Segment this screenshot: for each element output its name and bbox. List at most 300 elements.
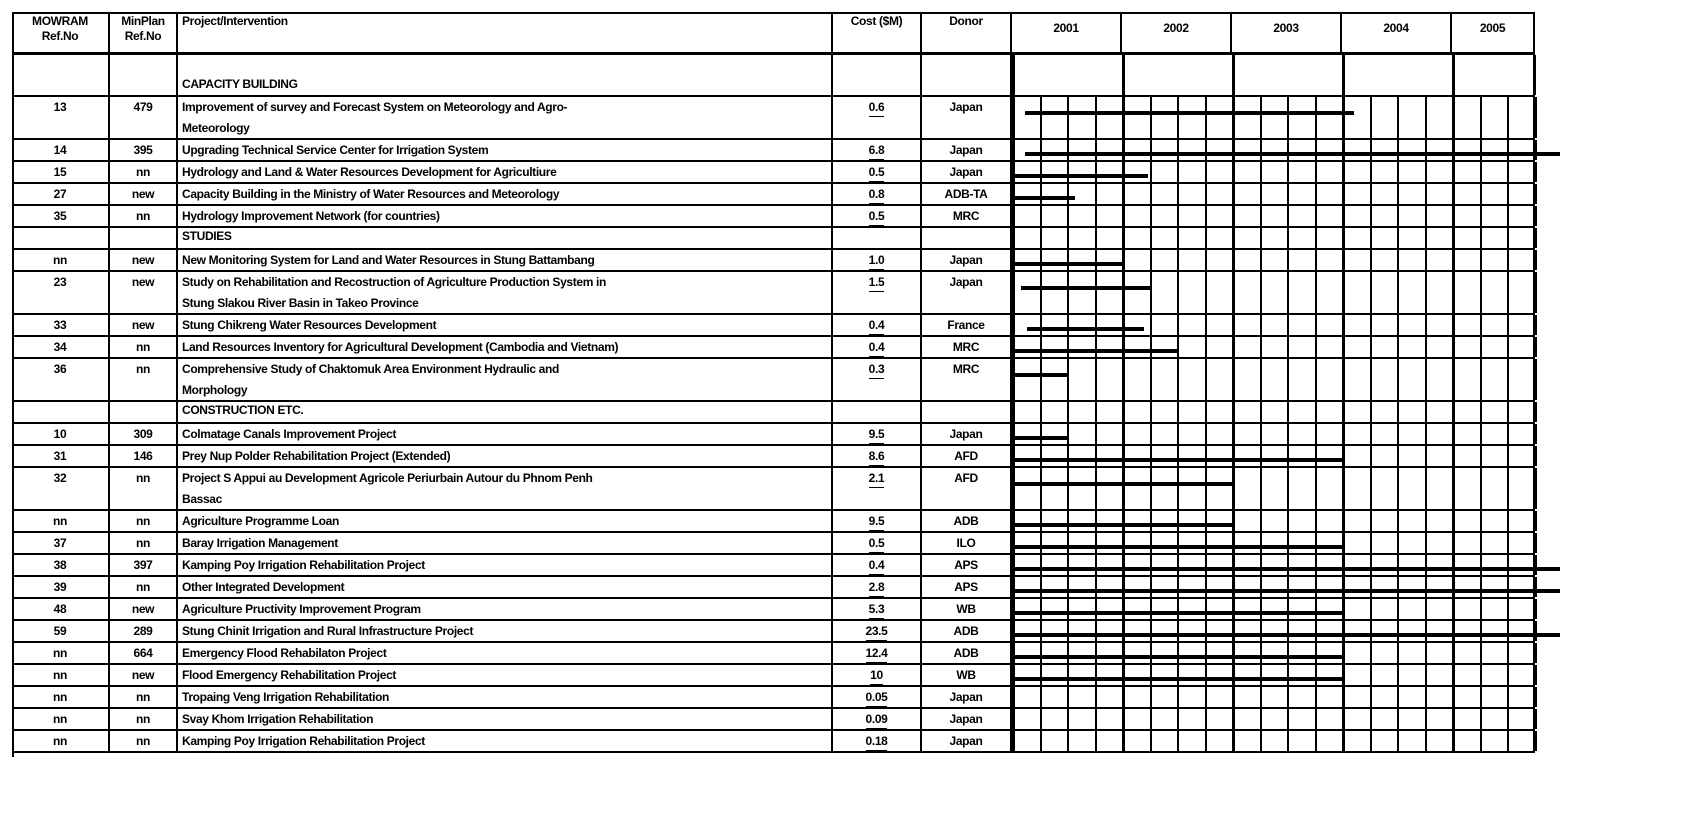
minplan-ref: nn (136, 580, 150, 594)
quarter-gridline (1260, 162, 1262, 182)
quarter-gridline (1260, 533, 1262, 553)
quarter-gridline (1480, 555, 1482, 575)
project-cell (178, 315, 833, 335)
quarter-gridline (1315, 250, 1317, 270)
cost-cell (833, 731, 922, 751)
cost-value: 2.1 (869, 469, 885, 488)
schedule-bar (1012, 677, 1342, 681)
mowram-ref: 32 (53, 471, 67, 485)
donor-name: Japan (949, 712, 983, 726)
header-year-2004 (1342, 12, 1452, 52)
mowram-ref-cell (12, 511, 110, 531)
project-name-line: Colmatage Canals Improvement Project (182, 427, 397, 441)
year-gridline (1122, 315, 1125, 335)
year-gridline (1452, 533, 1455, 553)
mowram-ref: nn (53, 253, 67, 267)
year-gridline (1122, 731, 1125, 751)
mowram-ref-cell (12, 533, 110, 553)
table-row (12, 315, 1535, 337)
quarter-gridline (1480, 599, 1482, 619)
quarter-gridline (1480, 511, 1482, 531)
quarter-gridline (1095, 315, 1097, 335)
year-gridline (1012, 228, 1015, 248)
section-label: STUDIES (182, 229, 232, 243)
quarter-gridline (1315, 402, 1317, 422)
quarter-gridline (1287, 731, 1289, 751)
quarter-gridline (1095, 555, 1097, 575)
quarter-gridline (1315, 97, 1317, 138)
quarter-gridline (1370, 250, 1372, 270)
minplan-ref-cell (110, 359, 178, 400)
year-gridline (1012, 687, 1015, 707)
project-cell (178, 621, 833, 641)
project-cell (178, 643, 833, 663)
minplan-ref-cell (110, 665, 178, 685)
year-gridline (1342, 359, 1345, 400)
quarter-gridline (1425, 140, 1427, 160)
quarter-gridline (1370, 162, 1372, 182)
quarter-gridline (1425, 577, 1427, 597)
year-gridline (1012, 315, 1015, 335)
year-gridline (1122, 424, 1125, 444)
donor-name: Japan (949, 734, 983, 748)
quarter-gridline (1315, 621, 1317, 641)
year-gridline (1342, 250, 1345, 270)
quarter-gridline (1480, 577, 1482, 597)
year-gridline (1012, 533, 1015, 553)
year-gridline (1122, 162, 1125, 182)
donor-name: Japan (949, 275, 983, 289)
mowram-ref: 14 (53, 143, 67, 157)
quarter-gridline (1287, 315, 1289, 335)
year-gridline (1012, 250, 1015, 270)
quarter-gridline (1150, 228, 1152, 248)
header-minplan-line1: MinPlan (121, 14, 165, 28)
quarter-gridline (1287, 402, 1289, 422)
quarter-gridline (1370, 206, 1372, 226)
minplan-ref: new (131, 602, 155, 616)
quarter-gridline (1370, 272, 1372, 313)
quarter-gridline (1315, 359, 1317, 400)
donor-cell (922, 206, 1012, 226)
empty-cell (922, 228, 1012, 248)
quarter-gridline (1480, 731, 1482, 751)
donor-cell (922, 643, 1012, 663)
quarter-gridline (1040, 511, 1042, 531)
quarter-gridline (1315, 206, 1317, 226)
quarter-gridline (1095, 228, 1097, 248)
quarter-gridline (1425, 250, 1427, 270)
year-gridline (1342, 140, 1345, 160)
table-row (12, 709, 1535, 731)
quarter-gridline (1177, 250, 1179, 270)
donor-cell (922, 533, 1012, 553)
mowram-ref: 39 (53, 580, 67, 594)
donor-name: APS (954, 558, 978, 572)
quarter-gridline (1067, 424, 1069, 444)
quarter-gridline (1095, 359, 1097, 400)
quarter-gridline (1315, 228, 1317, 248)
minplan-ref-cell (110, 709, 178, 729)
cost-value: 0.09 (866, 710, 888, 729)
quarter-gridline (1150, 206, 1152, 226)
minplan-ref: new (131, 275, 155, 289)
minplan-ref: nn (136, 514, 150, 528)
mowram-ref: 31 (53, 449, 67, 463)
donor-cell (922, 621, 1012, 641)
cost-value: 0.3 (869, 360, 885, 379)
quarter-gridline (1040, 402, 1042, 422)
donor-cell (922, 687, 1012, 707)
schedule-bar (1012, 458, 1342, 462)
section-label: CAPACITY BUILDING (182, 77, 298, 91)
quarter-gridline (1425, 511, 1427, 531)
year-gridline (1012, 97, 1015, 138)
year-gridline (1012, 731, 1015, 751)
year-gridline (1342, 665, 1345, 685)
quarter-gridline (1425, 621, 1427, 641)
cost-value: 0.5 (869, 163, 885, 182)
quarter-gridline (1067, 643, 1069, 663)
quarter-gridline (1040, 337, 1042, 357)
quarter-gridline (1507, 665, 1509, 685)
year-gridline (1012, 337, 1015, 357)
quarter-gridline (1177, 621, 1179, 641)
project-cell (178, 446, 833, 466)
year-gridline (1452, 731, 1455, 751)
quarter-gridline (1150, 424, 1152, 444)
project-cell (178, 533, 833, 553)
mowram-ref-cell (12, 337, 110, 357)
year-gridline (1232, 643, 1235, 663)
quarter-gridline (1067, 140, 1069, 160)
cost-cell (833, 250, 922, 270)
donor-name: ILO (956, 536, 976, 550)
quarter-gridline (1287, 424, 1289, 444)
quarter-gridline (1370, 511, 1372, 531)
year-gridline (1012, 272, 1015, 313)
quarter-gridline (1507, 599, 1509, 619)
empty-cell (833, 55, 922, 95)
minplan-ref: 479 (133, 100, 153, 114)
quarter-gridline (1040, 206, 1042, 226)
year-gridline (1232, 402, 1235, 422)
quarter-gridline (1315, 140, 1317, 160)
year-gridline (1452, 555, 1455, 575)
donor-cell (922, 446, 1012, 466)
mowram-ref-cell (12, 446, 110, 466)
project-cell (178, 140, 833, 160)
quarter-gridline (1260, 315, 1262, 335)
quarter-gridline (1287, 709, 1289, 729)
quarter-gridline (1150, 621, 1152, 641)
project-cell (178, 665, 833, 685)
year-gridline (1452, 250, 1455, 270)
quarter-gridline (1205, 577, 1207, 597)
quarter-gridline (1507, 337, 1509, 357)
minplan-ref-cell (110, 555, 178, 575)
mowram-ref: nn (53, 712, 67, 726)
empty-cell (110, 55, 178, 95)
quarter-gridline (1150, 599, 1152, 619)
quarter-gridline (1067, 184, 1069, 204)
year-gridline (1012, 511, 1015, 531)
quarter-gridline (1150, 468, 1152, 509)
quarter-gridline (1095, 577, 1097, 597)
quarter-gridline (1425, 687, 1427, 707)
quarter-gridline (1425, 643, 1427, 663)
cost-value: 9.5 (869, 425, 885, 444)
donor-name: MRC (952, 340, 980, 354)
quarter-gridline (1287, 337, 1289, 357)
year-gridline (1012, 709, 1015, 729)
donor-name: ADB (953, 624, 979, 638)
project-cell (178, 184, 833, 204)
mowram-ref-cell (12, 643, 110, 663)
quarter-gridline (1287, 228, 1289, 248)
year-gridline (1452, 184, 1455, 204)
quarter-gridline (1287, 665, 1289, 685)
mowram-ref-cell (12, 621, 110, 641)
year-gridline (1122, 511, 1125, 531)
year-gridline (1232, 665, 1235, 685)
quarter-gridline (1040, 162, 1042, 182)
cost-cell (833, 337, 922, 357)
table-right-edge (1533, 555, 1536, 575)
year-gridline (1452, 687, 1455, 707)
table-row (12, 643, 1535, 665)
year-gridline (1452, 446, 1455, 466)
table-right-edge (1533, 162, 1536, 182)
quarter-gridline (1177, 162, 1179, 182)
quarter-gridline (1397, 424, 1399, 444)
quarter-gridline (1040, 228, 1042, 248)
year-gridline (1232, 446, 1235, 466)
mowram-ref-cell (12, 162, 110, 182)
quarter-gridline (1177, 533, 1179, 553)
cost-value: 0.5 (869, 207, 885, 226)
quarter-gridline (1150, 555, 1152, 575)
quarter-gridline (1507, 643, 1509, 663)
cost-cell (833, 555, 922, 575)
cost-cell (833, 533, 922, 553)
header-project (178, 12, 833, 52)
quarter-gridline (1067, 533, 1069, 553)
minplan-ref-cell (110, 599, 178, 619)
quarter-gridline (1150, 140, 1152, 160)
year-gridline (1452, 55, 1455, 95)
quarter-gridline (1370, 599, 1372, 619)
quarter-gridline (1205, 337, 1207, 357)
quarter-gridline (1480, 162, 1482, 182)
quarter-gridline (1370, 359, 1372, 400)
year-gridline (1122, 250, 1125, 270)
quarter-gridline (1370, 97, 1372, 138)
schedule-bar (1012, 589, 1560, 593)
quarter-gridline (1425, 337, 1427, 357)
quarter-gridline (1205, 446, 1207, 466)
donor-cell (922, 359, 1012, 400)
mowram-ref-cell (12, 709, 110, 729)
quarter-gridline (1370, 228, 1372, 248)
year-gridline (1342, 555, 1345, 575)
empty-cell (12, 55, 110, 95)
project-name-line: Hydrology Improvement Network (for countries) (182, 209, 440, 223)
quarter-gridline (1480, 665, 1482, 685)
donor-cell (922, 731, 1012, 751)
quarter-gridline (1287, 555, 1289, 575)
quarter-gridline (1067, 599, 1069, 619)
quarter-gridline (1177, 315, 1179, 335)
quarter-gridline (1287, 468, 1289, 509)
table-right-edge (1533, 272, 1536, 313)
donor-name: Japan (949, 690, 983, 704)
quarter-gridline (1425, 424, 1427, 444)
minplan-ref-cell (110, 140, 178, 160)
mowram-ref-cell (12, 424, 110, 444)
year-label: 2002 (1163, 21, 1189, 35)
donor-name: Japan (949, 165, 983, 179)
quarter-gridline (1150, 731, 1152, 751)
schedule-bar (1012, 262, 1122, 266)
quarter-gridline (1177, 446, 1179, 466)
mowram-ref-cell (12, 272, 110, 313)
quarter-gridline (1177, 555, 1179, 575)
year-gridline (1452, 272, 1455, 313)
minplan-ref: 397 (133, 558, 153, 572)
quarter-gridline (1425, 272, 1427, 313)
table-row (12, 162, 1535, 184)
section-row (12, 402, 1535, 424)
table-row (12, 424, 1535, 446)
quarter-gridline (1067, 468, 1069, 509)
quarter-gridline (1260, 599, 1262, 619)
header-year-2005 (1452, 12, 1535, 52)
year-gridline (1232, 511, 1235, 531)
table-right-edge (1533, 687, 1536, 707)
year-label: 2003 (1273, 21, 1299, 35)
minplan-ref-cell (110, 731, 178, 751)
project-name-line: Capacity Building in the Ministry of Water Resources and Meteorology (182, 187, 560, 201)
quarter-gridline (1095, 184, 1097, 204)
table-right-edge (1533, 228, 1536, 248)
cost-cell (833, 359, 922, 400)
quarter-gridline (1150, 643, 1152, 663)
year-gridline (1232, 272, 1235, 313)
year-gridline (1232, 621, 1235, 641)
year-gridline (1122, 577, 1125, 597)
minplan-ref-cell (110, 468, 178, 509)
cost-value: 0.6 (869, 98, 885, 117)
minplan-ref: nn (136, 209, 150, 223)
quarter-gridline (1397, 228, 1399, 248)
empty-cell (833, 228, 922, 248)
quarter-gridline (1397, 140, 1399, 160)
quarter-gridline (1095, 140, 1097, 160)
quarter-gridline (1205, 184, 1207, 204)
quarter-gridline (1370, 337, 1372, 357)
quarter-gridline (1370, 687, 1372, 707)
header-year-2001 (1012, 12, 1122, 52)
empty-cell (833, 402, 922, 422)
quarter-gridline (1150, 446, 1152, 466)
quarter-gridline (1370, 709, 1372, 729)
year-gridline (1342, 468, 1345, 509)
mowram-ref: 36 (53, 362, 67, 376)
year-gridline (1012, 140, 1015, 160)
mowram-ref-cell (12, 315, 110, 335)
quarter-gridline (1260, 402, 1262, 422)
mowram-ref: 59 (53, 624, 67, 638)
quarter-gridline (1480, 337, 1482, 357)
quarter-gridline (1507, 511, 1509, 531)
table-row (12, 359, 1535, 402)
project-name-line: Agriculture Pructivity Improvement Program (182, 602, 421, 616)
project-name-line: Project S Appui au Development Agricole Periurbain Autour du Phnom Penh (182, 471, 593, 485)
quarter-gridline (1177, 140, 1179, 160)
donor-cell (922, 665, 1012, 685)
mowram-ref: 10 (53, 427, 67, 441)
table-right-edge (1533, 140, 1536, 160)
mowram-ref-cell (12, 599, 110, 619)
quarter-gridline (1397, 272, 1399, 313)
section-label-cell (178, 402, 833, 422)
project-cell (178, 731, 833, 751)
mowram-ref: 34 (53, 340, 67, 354)
quarter-gridline (1370, 315, 1372, 335)
donor-cell (922, 511, 1012, 531)
quarter-gridline (1287, 140, 1289, 160)
quarter-gridline (1425, 665, 1427, 685)
year-gridline (1232, 599, 1235, 619)
header-cost-label: Cost ($M) (850, 14, 903, 28)
year-gridline (1452, 577, 1455, 597)
table-row (12, 577, 1535, 599)
quarter-gridline (1095, 687, 1097, 707)
project-name-line: Morphology (182, 383, 248, 397)
donor-name: Japan (949, 143, 983, 157)
quarter-gridline (1177, 731, 1179, 751)
quarter-gridline (1287, 599, 1289, 619)
year-gridline (1232, 709, 1235, 729)
year-gridline (1342, 577, 1345, 597)
project-cell (178, 337, 833, 357)
cost-cell (833, 577, 922, 597)
quarter-gridline (1507, 359, 1509, 400)
mowram-ref-cell (12, 140, 110, 160)
schedule-bar (1012, 567, 1560, 571)
quarter-gridline (1177, 709, 1179, 729)
quarter-gridline (1260, 446, 1262, 466)
project-name-line: Meteorology (182, 121, 250, 135)
quarter-gridline (1260, 665, 1262, 685)
quarter-gridline (1150, 709, 1152, 729)
table-row (12, 140, 1535, 162)
quarter-gridline (1425, 359, 1427, 400)
quarter-gridline (1507, 140, 1509, 160)
quarter-gridline (1260, 272, 1262, 313)
empty-cell (110, 228, 178, 248)
project-name-line: Hydrology and Land & Water Resources Development for Agricultiure (182, 165, 557, 179)
minplan-ref: 289 (133, 624, 153, 638)
quarter-gridline (1260, 511, 1262, 531)
quarter-gridline (1095, 337, 1097, 357)
quarter-gridline (1205, 228, 1207, 248)
year-gridline (1122, 140, 1125, 160)
donor-cell (922, 315, 1012, 335)
year-gridline (1012, 665, 1015, 685)
quarter-gridline (1260, 97, 1262, 138)
